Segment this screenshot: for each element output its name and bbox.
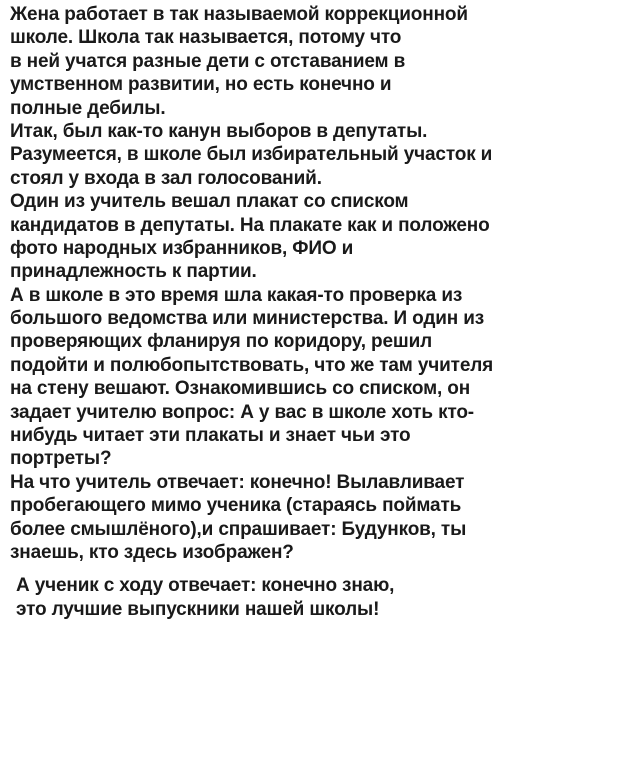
story-line: Жена работает в так называемой коррекционной <box>10 4 468 25</box>
story-line: подойти и полюбопытствовать, что же там учителя <box>10 354 494 376</box>
story-punchline-line: это лучшие выпускники нашей школы! <box>16 598 380 620</box>
story-line: умственном развитии, но есть конечно и <box>10 74 392 96</box>
story-line: принадлежность к партии. <box>10 261 257 283</box>
story-line: На что учитель отвечает: конечно! Вылавливает <box>10 471 465 493</box>
story-line: пробегающего мимо ученика (стараясь поймать <box>10 495 462 517</box>
story-text <box>10 3 635 621</box>
story-line: в ней учатся разные дети с отставанием в <box>10 50 406 72</box>
story-line: Разумеется, в школе был избирательный участок и <box>10 144 493 166</box>
paragraph-gap <box>10 564 635 574</box>
story-punchline-line: А ученик с ходу отвечает: конечно знаю, <box>16 575 395 597</box>
story-line: нибудь читает эти плакаты и знает чьи это <box>10 425 411 447</box>
story-line: полные дебилы. <box>10 97 166 119</box>
story-line: Итак, был как-то канун выборов в депутаты. <box>10 120 428 142</box>
story-line: стоял у входа в зал голосований. <box>10 167 322 189</box>
story-line: более смышлёного),и спрашивает: Будунков, ты <box>10 518 467 540</box>
story-line: Один из учитель вешал плакат со списком <box>10 191 409 213</box>
story-line: проверяющих фланируя по коридору, решил <box>10 331 433 353</box>
story-line: портреты? <box>10 448 112 470</box>
story-line: задает учителю вопрос: А у вас в школе хоть кто- <box>10 401 474 423</box>
story-line: фото народных избранников, ФИО и <box>10 237 354 259</box>
story-line: А в школе в это время шла какая-то проверка из <box>10 284 463 306</box>
story-line: большого ведомства или министерства. И один из <box>10 308 485 330</box>
story-line: знаешь, кто здесь изображен? <box>10 541 294 563</box>
story-line: кандидатов в депутаты. На плакате как и положено <box>10 214 490 236</box>
story-line: школе. Школа так называется, потому что <box>10 27 402 49</box>
story-line: на стену вешают. Ознакомившись со списком, он <box>10 378 471 400</box>
